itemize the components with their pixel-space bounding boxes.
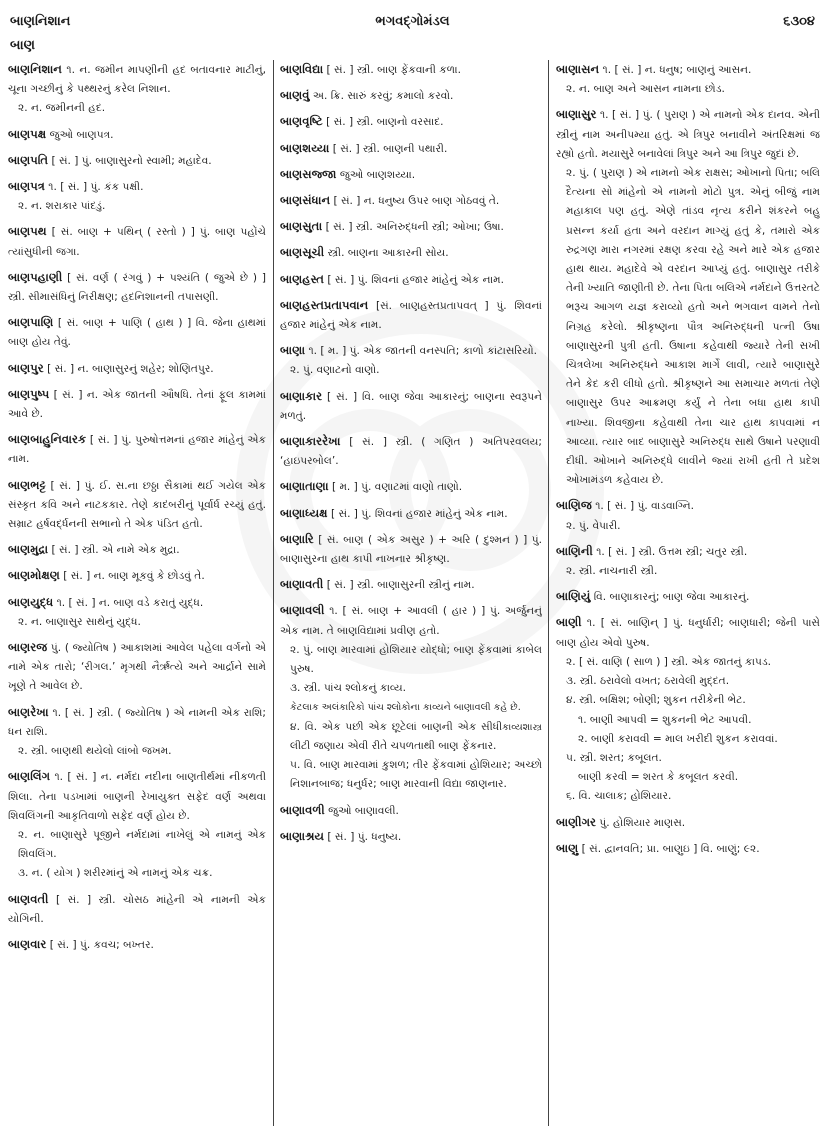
sense: ૨. પું. વણાટનો વાણો. bbox=[290, 364, 380, 377]
sense: ૩. સ્ત્રી. પાંચ શ્લોકનું કાવ્ય. bbox=[290, 682, 407, 695]
dictionary-entry bbox=[8, 151, 266, 171]
headword: બાણાકાર bbox=[280, 388, 323, 403]
dictionary-entry bbox=[8, 359, 266, 379]
dictionary-entry bbox=[8, 60, 266, 119]
dictionary-entry bbox=[8, 476, 266, 535]
headword: બાણિયું bbox=[556, 589, 591, 604]
dictionary-entry bbox=[8, 593, 266, 632]
headword: બાણિની bbox=[556, 543, 593, 558]
dictionary-entry bbox=[8, 268, 266, 307]
definition: [ સં. દ્વાનવતિ; પ્રા. બાણુઇ ] વિ. બાણું; ૯૨. bbox=[581, 842, 760, 855]
headword: બાણવું bbox=[280, 88, 310, 103]
definition: ૧. [ સં. ] પું. વાડવાગ્નિ. bbox=[595, 500, 695, 513]
sense: ૨. ન. બાણ અને આસન નામના છોડ. bbox=[566, 83, 725, 96]
headword: બાણભટ્ટ bbox=[8, 477, 46, 492]
definition: [ સં. વર્ણ ( રંગવું ) + પશ્યંતિ ( જુએ છે ) ] સ્ત્રી. સીમાસંધિનું નિરીક્ષણ; હદનિશાનની તપાસણી. bbox=[8, 271, 266, 304]
dictionary-entry bbox=[556, 60, 820, 99]
definition: [ સં. ] સ્ત્રી. એ નામે એક મુદ્રા. bbox=[51, 544, 180, 557]
definition: [ સં. ] ન. બાણાસુરનું શહેર; શોણિતપુર. bbox=[47, 362, 214, 375]
definition: [ મ. ] પું. વણાટમાં વાણો તાણો. bbox=[331, 481, 463, 494]
definition: [ સં. ] પું. પુરુષોત્તમનાં હજાર માંહેનું એક નામ. bbox=[8, 434, 266, 466]
running-head-title: ભગવદ્ગોમંડલ bbox=[375, 14, 450, 29]
dictionary-entry bbox=[8, 703, 266, 762]
dictionary-entry bbox=[8, 540, 266, 560]
usage-example: ૧. બાણી આપવી = શુકનની ભેટ આપવી. bbox=[578, 713, 752, 726]
sense: ૨. સ્ત્રી. બાણથી થયેલો લાંબો જખમ. bbox=[18, 745, 172, 758]
definition: [ સં. બાણ ( એક અસુર ) + અરિ ( દુશ્મન ) ] પું. બાણાસુરના હાથ કાપી નાખનાર શ્રીકૃષ્ણ. bbox=[280, 533, 542, 566]
dictionary-entry bbox=[280, 217, 542, 237]
definition: ૧. [ સં. ] સ્ત્રી. ( જ્યોતિષ ) એ નામની એક રાશિ; ધન રાશિ. bbox=[8, 706, 266, 738]
dictionary-entry bbox=[280, 60, 542, 80]
headword: બાણપત્ર bbox=[8, 179, 45, 194]
dictionary-entry bbox=[8, 935, 266, 955]
definition: [ સં. ] પું. ઈ. સ.ના છઠ્ઠા સૈકામાં થઈ ગયેલ એક સંસ્કૃત કવિ અને નાટકકાર. તેણે કાદંબરીનું પૂર્વાર્ધ રચ્યું હતું. સમ્રાટ હર્ષવર્દ્ધનની સભાનો તે એક પંડિત હતો. bbox=[8, 479, 266, 531]
column-2 bbox=[280, 60, 542, 1122]
definition: [ સં. ] પું. ધનુષ્ય. bbox=[327, 830, 402, 843]
sense: ૨. પું. બાણ મારવામાં હોશિયાર યોદ્ધો; બાણ ફેંકવામાં કાબેલ પુરુષ. bbox=[290, 643, 542, 676]
headword: બાણિજ bbox=[556, 498, 592, 513]
page-number: ૬૩૦૪ bbox=[783, 14, 815, 29]
dictionary-entry bbox=[556, 587, 820, 607]
headword: બાણસુતા bbox=[280, 219, 323, 234]
sense: ૨. પું. વેપારી. bbox=[566, 519, 621, 532]
headword: બાણાવલી bbox=[280, 603, 325, 618]
headword: બાણીગર bbox=[556, 814, 597, 829]
headword: બાણાસન bbox=[556, 62, 600, 76]
running-head-left: બાણનિશાન bbox=[10, 14, 71, 29]
sense: ૨. પું. ( પુરાણ ) એ નામનો એક રાક્ષસ; ઓખાનો પિતા; બલિ દૈત્યના સો માંહેનો એ નામનો મોટો પુત્ર. એનું બીજું નામ મહાકાલ પણ હતું. એણે તાંડવ નૃત્ય કરીને શંકરને બહુ પ્રસન્ન કર્યા હતા અને વરદાન માગ્યું હતું કે, તમારો એક રુદ્રગણ મારા નગરમાં રક્ષણ કરવા રહે અને મારે એક હજાર હાથ થાય. મહાદેવે એ વરદાન આપ્યું હતું. બાણાસુર તરીકે તેની ખ્યાતિ જાણીતી છે. તેના પિતા બલિએ નર્મદાને ઉત્તરતટે ભરૂચ આગળ યજ્ઞ કરાવ્યો હતો અને ભગવાન વામને તેનો નિગ્રહ કરેલો. શ્રીકૃષ્ણના પૌત્ર અનિરુદ્ધની પત્ની ઉષા બાણાસુરની પુત્રી હતી. ઉષાના કહેવાથી જ્યારે તેની સખી ચિત્રલેખા અનિરુદ્ધને આકાશ માર્ગે લાવી, ત્યારે બાણાસુરે તેને કેદ કરી લીધો હતો. શ્રીકૃષ્ણને આ સમાચાર મળતાં તેણે બાણાસુર ઉપર આક્રમણ કર્યું ને તેના બધા હાથ કાપી નાખ્યા. શિવજીના કહેવાથી તેના ચાર હાથ કાપવામાં ન આવ્યા. ત્યાર બાદ બાણાસુરે અનિરુદ્ધ સાથે ઉષાને પરણાવી દીધી. ઓખાને અનિરુદ્ધે લાવીને જ્યાં રાખી હતી તે પ્રદેશ ઓખામંડળ કહેવાય છે. bbox=[566, 167, 820, 487]
headword: બાણવતી bbox=[8, 891, 49, 906]
headword: બાણસૂચી bbox=[280, 245, 325, 260]
headword: બાણપુર bbox=[8, 360, 44, 375]
dictionary-entry bbox=[280, 112, 542, 132]
definition: પું. ( જ્યોતિષ ) આકાશમાં આવેલ પહેલા વર્ગનો એ નામે એક તારો; ‘રીગલ.’ મૃગથી નૈર્ઋત્યે અને આર્દ્રાને સામે ખૂણે તે આવેલ છે. bbox=[8, 642, 266, 693]
headword: બાણી bbox=[556, 615, 582, 630]
headword: બાણસજ્જા bbox=[280, 166, 337, 181]
headword: બાણાસુર bbox=[556, 107, 597, 122]
headword: બાણબાહુનિવારક bbox=[8, 432, 87, 447]
definition: [ સં. ] ન. બાણ મૂકવું કે છોડવું તે. bbox=[63, 570, 205, 583]
dictionary-entry bbox=[556, 105, 820, 490]
dictionary-entry bbox=[280, 477, 542, 497]
dictionary-entry bbox=[280, 86, 542, 106]
dictionary-columns bbox=[8, 60, 820, 1130]
dictionary-entry bbox=[8, 177, 266, 216]
headword: બાણલિંગ bbox=[8, 769, 51, 784]
dictionary-entry bbox=[280, 270, 542, 290]
definition: [ સં. બાણ + પાણિ ( હાથ ) ] વિ. જેના હાથમાં બાણ હોય તેવું. bbox=[8, 317, 266, 349]
dictionary-entry bbox=[280, 801, 542, 821]
dictionary-entry bbox=[8, 430, 266, 469]
headword: બાણસંધાન bbox=[280, 193, 331, 208]
dictionary-entry bbox=[280, 165, 542, 185]
definition: [ સં. ] સ્ત્રી. બાણની પથારી. bbox=[332, 142, 448, 155]
headword: બાણમુદ્રા bbox=[8, 542, 49, 557]
definition: જુઓ બાણપત્ર. bbox=[49, 128, 114, 141]
dictionary-entry bbox=[280, 296, 542, 335]
headword: બાણાધ્યક્ષ bbox=[280, 505, 328, 520]
dictionary-entry bbox=[280, 387, 542, 426]
definition: ૧. ન. જમીન માપણીની હદ બતાવનાર માટીનું, ચૂના ગચ્છીનું કે પથ્થરનું કરેલ નિશાન. bbox=[8, 64, 266, 96]
dictionary-entry bbox=[8, 767, 266, 883]
definition: [ સં. ] સ્ત્રી. બાણ ફેંકવાની કળા. bbox=[326, 64, 462, 76]
headword: બાણપથ bbox=[8, 224, 47, 239]
sense: ૪. સ્ત્રી. બક્ષિશ; બોણી; શુકન તરીકેની ભેટ. bbox=[566, 694, 746, 707]
dictionary-entry bbox=[280, 432, 542, 471]
headword: બાણુ bbox=[556, 840, 579, 855]
dictionary-entry bbox=[556, 542, 820, 581]
definition: [ સં. ] ન. ધનુષ્ય ઉપર બાણ ગોઠવવું તે. bbox=[333, 195, 500, 208]
definition: [ સં. ] પું. બાણાસુરનો સ્વામી; મહાદેવ. bbox=[51, 154, 212, 167]
definition: પું. હોશિયાર માણસ. bbox=[599, 816, 686, 829]
sense: ૩. ન. ( યોગ ) શરીરમાંનું એ નામનું એક ચક્ર. bbox=[18, 867, 213, 880]
dictionary-entry bbox=[280, 601, 542, 794]
usage-example: ૨. બાણી કરાવવી = માલ ખરીદી શુકન કરાવવાં. bbox=[578, 732, 778, 745]
sense: ૨. ન. જમીનની હદ. bbox=[18, 102, 106, 115]
column-divider bbox=[548, 60, 549, 1126]
usage-example: બાણી કરવી = શરત કે કબૂલત કરવી. bbox=[578, 771, 739, 784]
definition: ૧. [ સં. ] પું. ( પુરાણ ) એ નામનો એક દાનવ. એની સ્ત્રીનું નામ અનીપમ્યા હતું. એ ત્રિપુર બનાવીને અંતરિક્ષમાં જ રહ્યો હતો. મયાસુરે બનાવેલાં ત્રિપુર અને આ ત્રિપુર જુદાં છે. bbox=[556, 109, 820, 160]
headword: બાણપહાણી bbox=[8, 269, 63, 284]
headword: બાણપતિ bbox=[8, 152, 49, 167]
headword: બાણહસ્ત bbox=[280, 271, 324, 286]
headword: બાણનિશાન bbox=[8, 62, 62, 76]
definition: જુઓ બાણશય્યા. bbox=[339, 168, 416, 181]
definition: ૧. [ સં. બાણિન્ ] પું. ધનુર્ધારી; બાણધારી; જેની પાસે બાણ હોય એવો પુરુષ. bbox=[556, 617, 820, 649]
dictionary-entry bbox=[8, 222, 266, 261]
dictionary-entry bbox=[280, 139, 542, 159]
definition: વિ. બાણાકારનું; બાણ જેવા આકારનું. bbox=[593, 591, 750, 604]
definition: [ સં. ] પું. શિવનાં હજાર માંહેનું એક નામ. bbox=[330, 507, 508, 520]
definition: ૧. [ સં. ] પું. કંક પક્ષી. bbox=[48, 181, 144, 194]
headword: બાણપાણિ bbox=[8, 315, 54, 330]
definition: [ સં. ] સ્ત્રી. ચોસઠ માંહેની એ નામની એક યોગિની. bbox=[8, 893, 266, 925]
dictionary-entry bbox=[280, 191, 542, 211]
dictionary-entry bbox=[8, 638, 266, 697]
definition: [ સં. ] ન. એક જાતની ઔષધિ. તેનાં ફૂલ કામમાં આવે છે. bbox=[8, 388, 266, 421]
definition: ૧. [ સં. ] ન. નર્મદા નદીના બાણતીર્થમાં નીકળતી શિલા. તેના પડખામાં બાણની રેખાયુક્ત સફેદ વર્ણ અથવા શિવલિંગની આકૃતિવાળો સફેદ વર્ણ હોય છે. bbox=[8, 771, 266, 822]
headword: બાણરેખા bbox=[8, 704, 49, 719]
headword: બાણાવતી bbox=[280, 577, 324, 592]
usage-note: કેટલાક અલંકારિકો પાંચ શ્લોકોના કાવ્યને બાણાવલી કહે છે. કાવ્યશાસ્ત્ર bbox=[280, 698, 542, 717]
headword: બાણવાર bbox=[8, 936, 47, 951]
definition: [ સં. ] સ્ત્રી. ( ગણિત ) અતિપરવલય; ‘હાઇપરબોલ’. bbox=[280, 436, 542, 468]
dictionary-entry bbox=[280, 575, 542, 595]
note-source: કાવ્યશાસ્ત્ર bbox=[502, 721, 542, 733]
definition: [ સં. ] પું. શિવનાં હજાર માંહેનું એક નામ. bbox=[327, 273, 504, 286]
sense: ૫. સ્ત્રી. શરત; કબૂલત. bbox=[566, 751, 662, 764]
sense: ૫. વિ. બાણ મારવામાં કુશળ; તીર ફેંકવામાં હોશિયાર; અચ્છો નિશાનબાજ; ધનુર્ધર; બાણ મારવાની વિદ્યા જાણનાર. bbox=[290, 759, 542, 791]
sense: ૨. ન. બાણાસુર સાથેનું યુદ્ધ. bbox=[18, 615, 141, 628]
definition: [ સં. ] સ્ત્રી. બાણાસુરની સ્ત્રીનું નામ. bbox=[326, 579, 475, 592]
definition: [સં. બાણહસ્તપ્રતાપવત્ ] પું. શિવનાં હજાર માંહેનું એક નામ. bbox=[280, 299, 542, 332]
dictionary-entry bbox=[8, 313, 266, 352]
headword: બાણયુદ્ધ bbox=[8, 594, 54, 609]
dictionary-entry bbox=[556, 613, 820, 806]
definition: [ સં. ] સ્ત્રી. અનિરુદ્ધની સ્ત્રી; ઓખા; ઉષા. bbox=[325, 221, 504, 234]
sense: ૬. વિ. ચાલાક; હોશિયાર. bbox=[566, 790, 672, 803]
headword: બાણપુષ્પ bbox=[8, 386, 50, 401]
definition: ૧. [ મ. ] પું. એક જાતની વનસ્પતિ; કાળો કાંટાસરિયો. bbox=[308, 345, 537, 358]
headword: બાણાશ્રય bbox=[280, 828, 325, 843]
definition: [ સં. બાણ + પથિન્ ( રસ્તો ) ] પું. બાણ પહોંચે ત્યાંસુધીની જગા. bbox=[8, 226, 266, 258]
headword: બાણરજ bbox=[8, 640, 48, 655]
headword: બાણશય્યા bbox=[280, 140, 330, 155]
column-1 bbox=[8, 60, 266, 1122]
dictionary-entry bbox=[280, 243, 542, 263]
definition: ૧. [ સં. બાણ + આવલી ( હાર ) ] પું. અર્જુનનું એક નામ. તે બાણવિદ્યામાં પ્રવીણ હતો. bbox=[280, 605, 542, 637]
definition: ૧. [ સં. ] ન. ધનુષ; બાણનું આસન. bbox=[602, 64, 752, 76]
definition: ૧. [ સં. ] સ્ત્રી. ઉત્તમ સ્ત્રી; ચતુર સ્ત્રી. bbox=[596, 545, 748, 558]
headword: બાણાકારરેખા bbox=[280, 434, 341, 449]
definition: [ સં. ] સ્ત્રી. બાણનો વરસાદ. bbox=[326, 116, 444, 129]
column-3 bbox=[556, 60, 820, 1122]
headword: બાણવિદ્યા bbox=[280, 62, 324, 76]
headword: બાણાવળી bbox=[280, 802, 325, 817]
dictionary-entry bbox=[556, 839, 820, 859]
headword: બાણપક્ષ bbox=[8, 126, 47, 141]
dictionary-entry bbox=[8, 890, 266, 929]
sense: ૨. [ સં. વાણિ ( સાળ ) ] સ્ત્રી. એક જાતનું કાપડ. bbox=[566, 655, 772, 668]
headword: બાણાતાણા bbox=[280, 479, 329, 494]
dictionary-entry bbox=[280, 504, 542, 524]
definition: ૧. [ સં. ] ન. બાણ વડે કરાતું યુદ્ધ. bbox=[56, 596, 204, 609]
sense: ૩. સ્ત્રી. ઠરાવેલો વખત; ઠરાવેલી મુદ્દત. bbox=[566, 675, 730, 688]
sense: ૨. સ્ત્રી. નાચનારી સ્ત્રી. bbox=[566, 565, 658, 578]
headword: બાણહસ્તપ્રતાપવાન bbox=[280, 297, 369, 312]
sense: ૪. વિ. એક પછી એક છૂટેલાં બાણની એક સીધી લીટી જણાય એવી રીતે ચપળતાથી બાણ ફેંકનાર. bbox=[290, 720, 503, 752]
dictionary-entry bbox=[280, 530, 542, 569]
dictionary-entry bbox=[8, 125, 266, 145]
headword: બાણવૃષ્ટિ bbox=[280, 114, 323, 129]
definition: સ્ત્રી. બાણના આકારની સોય. bbox=[327, 247, 449, 260]
definition: જુઓ બાણાવલી. bbox=[328, 804, 399, 817]
dictionary-entry bbox=[556, 813, 820, 833]
dictionary-entry bbox=[556, 496, 820, 535]
headword: બાણમોક્ષણ bbox=[8, 568, 60, 583]
dictionary-entry bbox=[280, 341, 542, 380]
definition: [ સં. ] વિ. બાણ જેવા આકારનું; બાણના સ્વરૂપને મળતું. bbox=[280, 390, 542, 422]
sense: ૨. ન. શરાકાર પાંદડું. bbox=[18, 200, 106, 213]
column-divider bbox=[273, 60, 274, 1126]
definition: અ. ક્રિ. સારું કરવું; કમાલો કરવો. bbox=[312, 90, 454, 103]
dictionary-entry bbox=[8, 566, 266, 586]
dictionary-entry bbox=[280, 827, 542, 847]
sense: ૨. ન. બાણાસુરે પૂજીને નર્મદામાં નાખેલું એ નામનું એક શિવલિંગ. bbox=[18, 828, 266, 861]
headword: બાણારિ bbox=[280, 531, 314, 546]
dictionary-entry bbox=[8, 385, 266, 424]
section-word: બાણ bbox=[10, 38, 35, 53]
headword: બાણા bbox=[280, 343, 306, 358]
definition: [ સં. ] પું. કવચ; બખ્તર. bbox=[49, 938, 154, 951]
page-header bbox=[10, 14, 815, 34]
